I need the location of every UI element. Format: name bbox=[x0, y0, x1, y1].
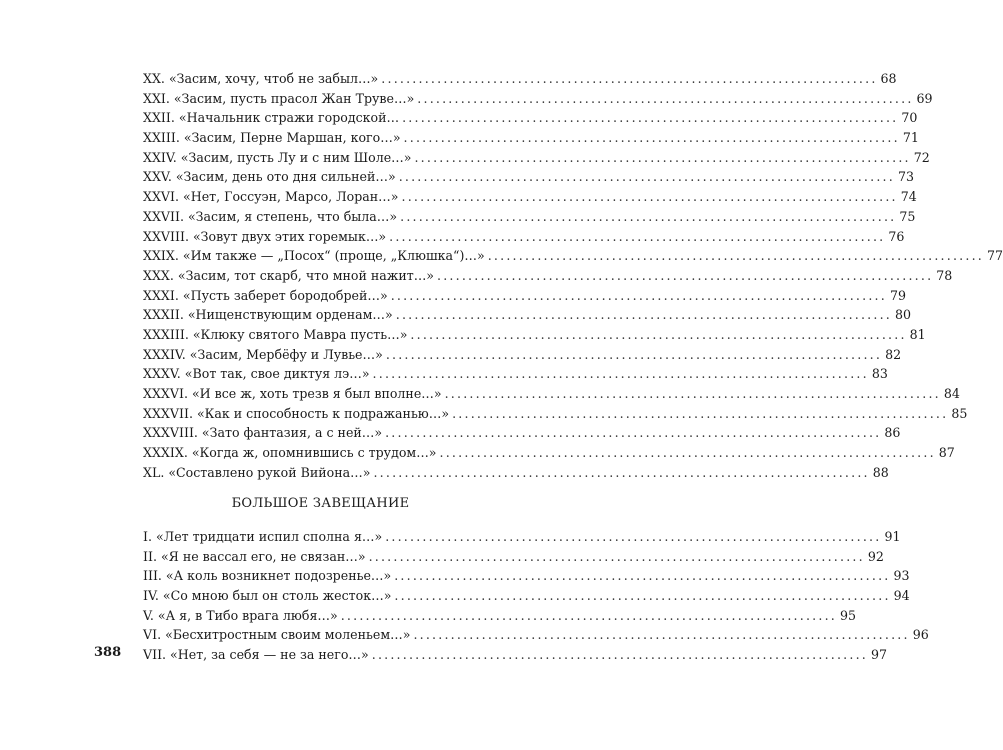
toc-entry bbox=[143, 547, 884, 567]
toc-entry bbox=[143, 89, 933, 109]
toc-entry bbox=[143, 128, 919, 148]
toc-entry bbox=[143, 606, 857, 626]
dot-leader: ................................................................................ bbox=[444, 386, 941, 401]
dot-leader: ................................................................................ bbox=[402, 110, 899, 126]
toc-entry-page: 83 bbox=[871, 366, 888, 382]
toc-entry bbox=[143, 404, 968, 424]
toc-entry-title: XL. «Составлено рукой Вийона…» bbox=[143, 464, 371, 480]
toc-entry-title: XXVII. «Засим, я степень, что была…» bbox=[143, 208, 398, 224]
toc-entry-page: 75 bbox=[899, 208, 916, 224]
toc-entry-title: XXIII. «Засим, Перне Маршан, кого…» bbox=[143, 130, 401, 146]
toc-entry-title: XXX. «Засим, тот скарб, что мной нажит…» bbox=[143, 267, 435, 283]
dot-leader: ................................................................................ bbox=[373, 464, 870, 480]
toc-entry-title: XXXVII. «Как и способность к подражанью…» bbox=[143, 405, 450, 421]
toc-entry-page: 71 bbox=[902, 130, 919, 146]
toc-entry bbox=[143, 325, 926, 345]
toc-entry-page: 96 bbox=[912, 627, 929, 643]
toc-entry-page: 80 bbox=[895, 307, 912, 323]
toc-entry bbox=[143, 443, 955, 463]
toc-entry-title: XXXII. «Нищенствующим орденам…» bbox=[143, 307, 393, 323]
dot-leader: ................................................................................ bbox=[439, 445, 936, 461]
dot-leader: ................................................................................ bbox=[394, 568, 891, 584]
toc-entry-page: 82 bbox=[885, 346, 902, 362]
dot-leader: ................................................................................ bbox=[414, 149, 911, 165]
toc-entry-title: XXV. «Засим, день ото дня сильней…» bbox=[143, 169, 396, 185]
toc-entry-page: 92 bbox=[867, 548, 884, 564]
toc-entry-page: 88 bbox=[872, 464, 889, 480]
toc-entry-page: 85 bbox=[951, 405, 968, 421]
dot-leader: ................................................................................ bbox=[389, 228, 886, 244]
toc-entry-title: XXXVI. «И все ж, хоть трезв я был вполне…» bbox=[143, 386, 442, 401]
toc-entry bbox=[143, 246, 1003, 266]
dot-leader: ................................................................................ bbox=[410, 326, 907, 342]
toc-entry-title: III. «А коль возникнет подозренье…» bbox=[143, 568, 392, 584]
toc-entry-page: 68 bbox=[880, 71, 897, 86]
toc-entry-page: 77 bbox=[986, 248, 1003, 264]
toc-entry-page: 78 bbox=[936, 267, 953, 283]
dot-leader: ................................................................................ bbox=[398, 169, 895, 185]
dot-leader: ................................................................................ bbox=[371, 647, 868, 663]
section-title: БОЛЬШОЕ ЗАВЕЩАНИЕ bbox=[231, 496, 410, 511]
toc-entry-page: 94 bbox=[893, 588, 910, 604]
toc-entry bbox=[143, 167, 914, 187]
toc-entry bbox=[143, 286, 906, 306]
toc-entry bbox=[143, 566, 910, 586]
toc-entry-page: 81 bbox=[909, 326, 926, 342]
dot-leader: ................................................................................ bbox=[413, 627, 910, 643]
toc-entry bbox=[143, 187, 917, 207]
toc-entry-title: V. «А я, в Тибо врага любя…» bbox=[143, 607, 338, 623]
toc-entry-title: XXXI. «Пусть заберет бородобрей…» bbox=[143, 287, 388, 303]
toc-entry-title: I. «Лет тридцати испил сполна я…» bbox=[143, 529, 383, 544]
toc-entry-page: 74 bbox=[900, 189, 917, 205]
toc-entry bbox=[143, 227, 905, 247]
toc-entry-page: 86 bbox=[884, 425, 901, 441]
dot-leader: ................................................................................ bbox=[381, 71, 878, 86]
dot-leader: ................................................................................ bbox=[395, 307, 892, 323]
toc-entry-title: XXIX. «Им также — „Посох“ (проще, „Клюшка“)…» bbox=[143, 248, 485, 264]
toc-entry-title: XXXIII. «Клюку святого Мавра пусть…» bbox=[143, 326, 408, 342]
toc-list bbox=[143, 69, 1003, 482]
toc-entry-page: 91 bbox=[884, 529, 901, 544]
dot-leader: ................................................................................ bbox=[452, 405, 949, 421]
dot-leader: ................................................................................ bbox=[385, 529, 882, 544]
toc-entry-page: 69 bbox=[916, 90, 933, 106]
toc-part-small-testament bbox=[143, 69, 1003, 482]
toc-entry-page: 95 bbox=[839, 607, 857, 623]
toc-entry-title: XXVI. «Нет, Госсуэн, Марсо, Лоран…» bbox=[143, 189, 399, 205]
toc-entry bbox=[143, 207, 916, 227]
toc-entry-page: 72 bbox=[913, 149, 930, 165]
toc-entry-title: XXXIV. «Засим, Мербёфу и Лувье…» bbox=[143, 346, 383, 362]
dot-leader: ................................................................................ bbox=[417, 90, 914, 106]
toc-entry bbox=[143, 625, 929, 645]
dot-leader: ................................................................................ bbox=[437, 267, 934, 283]
toc-entry-title: IV. «Со мною был он столь жесток…» bbox=[143, 588, 392, 604]
dot-leader: ................................................................................ bbox=[340, 607, 837, 623]
toc-entry bbox=[143, 148, 930, 168]
toc-entry-title: XXXV. «Вот так, свое диктуя лэ…» bbox=[143, 366, 370, 382]
dot-leader: ................................................................................ bbox=[390, 287, 887, 303]
dot-leader: ................................................................................ bbox=[401, 189, 898, 205]
toc-entry-title: VI. «Бесхитростным своим моленьем…» bbox=[143, 627, 411, 643]
toc-entry bbox=[143, 305, 912, 325]
toc-part-great-testament bbox=[143, 527, 929, 665]
dot-leader: ................................................................................ bbox=[372, 366, 869, 382]
toc-entry-title: XXXIX. «Когда ж, опомнившись с трудом…» bbox=[143, 445, 437, 461]
toc-entry bbox=[143, 345, 902, 365]
toc-entry bbox=[143, 463, 889, 483]
toc-entry-title: XXII. «Начальник стражи городской… bbox=[143, 110, 400, 126]
dot-leader: ................................................................................ bbox=[400, 208, 897, 224]
toc-entry-page: 73 bbox=[897, 169, 914, 185]
dot-leader: ................................................................................ bbox=[385, 425, 882, 441]
toc-entry bbox=[143, 266, 953, 286]
dot-leader: ................................................................................ bbox=[394, 588, 891, 604]
toc-entry-page: 87 bbox=[938, 445, 955, 461]
toc-entry-title: XX. «Засим, хочу, чтоб не забыл…» bbox=[143, 71, 379, 86]
toc-entry bbox=[143, 384, 960, 404]
toc-entry-page: 93 bbox=[893, 568, 910, 584]
toc-entry bbox=[143, 645, 888, 665]
dot-leader: ................................................................................ bbox=[403, 130, 900, 146]
toc-entry-title: XXXVIII. «Зато фантазия, а с ней…» bbox=[143, 425, 383, 441]
toc-entry bbox=[143, 423, 901, 443]
toc-entry-page: 70 bbox=[901, 110, 918, 126]
toc-entry-title: XXVIII. «Зовут двух этих горемык…» bbox=[143, 228, 387, 244]
toc-entry-title: XXI. «Засим, пусть прасол Жан Труве…» bbox=[143, 90, 415, 106]
toc-entry-title: XXIV. «Засим, пусть Лу и с ним Шоле…» bbox=[143, 149, 412, 165]
dot-leader: ................................................................................ bbox=[487, 248, 984, 264]
page-number: 388 bbox=[94, 645, 122, 660]
toc-entry bbox=[143, 586, 910, 606]
dot-leader: ................................................................................ bbox=[368, 548, 865, 564]
dot-leader: ................................................................................ bbox=[385, 346, 883, 362]
toc-entry-page: 97 bbox=[871, 647, 888, 663]
toc-entry bbox=[143, 364, 888, 384]
toc-entry-page: 84 bbox=[943, 386, 960, 401]
toc-entry-title: VII. «Нет, за себя — не за него…» bbox=[143, 647, 369, 663]
toc-list bbox=[143, 527, 929, 665]
toc-entry-page: 76 bbox=[888, 228, 905, 244]
toc-entry-title: II. «Я не вассал его, не связан…» bbox=[143, 548, 366, 564]
toc-entry bbox=[143, 527, 901, 547]
toc-entry-page: 79 bbox=[889, 287, 906, 303]
toc-entry bbox=[143, 69, 897, 89]
toc-entry bbox=[143, 108, 918, 128]
